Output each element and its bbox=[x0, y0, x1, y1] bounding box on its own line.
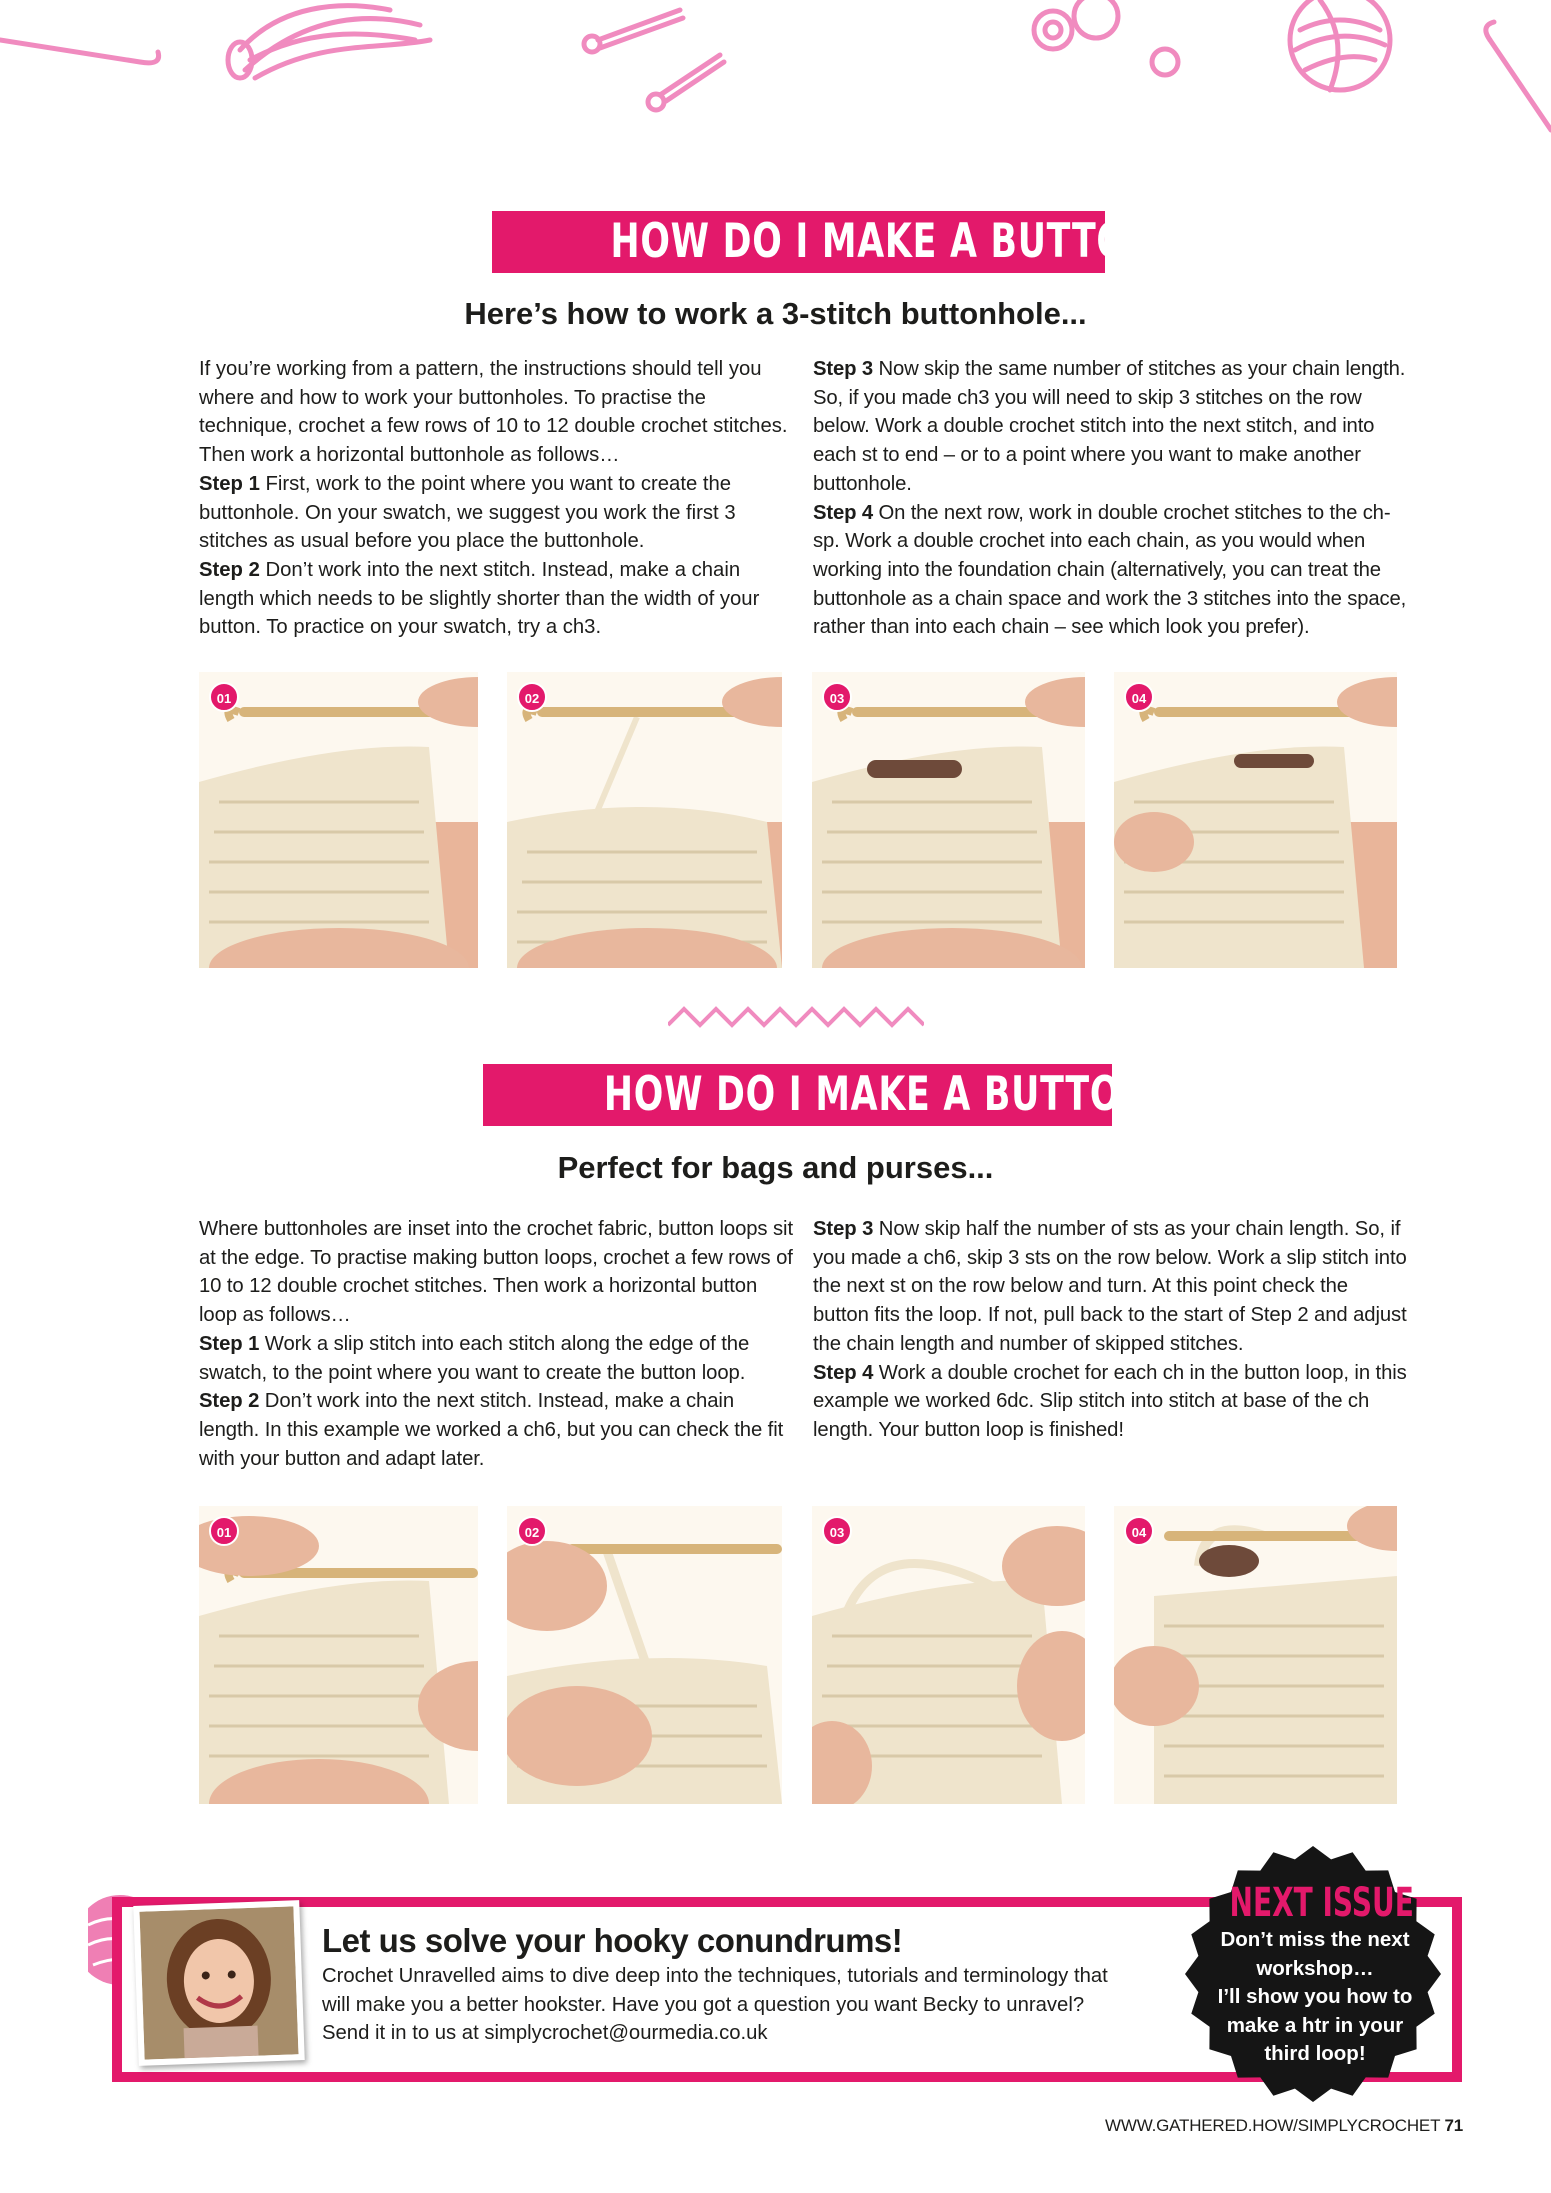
photo-number-badge: 02 bbox=[517, 1516, 547, 1546]
button-loop-step-photo-2 bbox=[507, 1506, 782, 1804]
zigzag-divider bbox=[668, 1003, 924, 1031]
step-3: Step 3 Now skip half the number of sts as your chain length. So, if you made a ch6, skip 3 sts on the row below. Work a slip stitch into the next st on the row below and turn. At this point check the button fits the loop. If not, pull back to the start of Step 2 and adjust the chain length and number of skipped stitches. bbox=[813, 1218, 1407, 1355]
buttonhole-step-photo-1 bbox=[199, 672, 478, 968]
safety-pin-icon bbox=[584, 10, 724, 110]
author-photo bbox=[133, 1900, 304, 2066]
button-loop-step-photo-1 bbox=[199, 1506, 478, 1804]
next-issue-heading: NEXT ISSUE bbox=[1229, 1880, 1414, 1926]
step-3: Step 3 Now skip the same number of stitches as your chain length. So, if you made ch3 you will need to skip 3 stitches on the row below. Work a double crochet stitch into the next stitch, and into each st to end – or to a point where you want to make another buttonhole. bbox=[813, 358, 1406, 495]
button-loop-instructions-left bbox=[199, 1215, 797, 1473]
crochet-hook-icon-right bbox=[1486, 22, 1551, 130]
page-footer bbox=[1105, 2116, 1463, 2136]
section-title-buttonhole: HOW DO I MAKE A BUTTONHOLE? bbox=[492, 211, 1105, 273]
yarn-skein-icon bbox=[228, 6, 430, 78]
photo-number-badge: 03 bbox=[822, 1516, 852, 1546]
crochet-hook-icon bbox=[0, 40, 159, 63]
section-subtitle-button-loop: Perfect for bags and purses... bbox=[557, 1150, 994, 1185]
photo-number-badge: 04 bbox=[1124, 682, 1154, 712]
page-number: 71 bbox=[1444, 2116, 1463, 2135]
buttonhole-step-photo-2 bbox=[507, 672, 782, 968]
button-loop-step-photo-4 bbox=[1114, 1506, 1397, 1804]
section-subtitle-buttonhole: Here’s how to work a 3-stitch buttonhole... bbox=[464, 296, 1087, 331]
step-2: Step 2 Don’t work into the next stitch. Instead, make a chain length. In this example we worked a ch6, but you can check the fit with your button and adapt later. bbox=[199, 1390, 784, 1470]
yarn-ball-icon bbox=[1290, 0, 1390, 90]
next-issue-text: NEXT ISSUE Don’t miss the next workshop… I’ll show you how to make a htr in your third loop! bbox=[1217, 1880, 1414, 2065]
intro-text: If you’re working from a pattern, the instructions should tell you where and how to work your buttonholes. To practise the technique, crochet a few rows of 10 to 12 double crochet stitches. Then work a horizontal buttonhole as follows… bbox=[199, 358, 788, 467]
intro-text: Where buttonholes are inset into the crochet fabric, button loops sit at the edge. To practise making button loops, crochet a few rows of 10 to 12 double crochet stitches. Then work a horizontal button loop as follows… bbox=[199, 1218, 793, 1327]
photo-number-badge: 02 bbox=[517, 682, 547, 712]
photo-number-badge: 01 bbox=[209, 682, 239, 712]
section-title-button-loop: HOW DO I MAKE A BUTTON LOOP? bbox=[483, 1064, 1112, 1126]
photo-number-badge: 01 bbox=[209, 1516, 239, 1546]
step-4: Step 4 Work a double crochet for each ch in the button loop, in this example we worked 6dc. Slip stitch into stitch at base of the ch length. Your button loop is finished! bbox=[813, 1361, 1407, 1441]
step-1: Step 1 Work a slip stitch into each stitch along the edge of the swatch, to the point where you want to create the button loop. bbox=[199, 1332, 750, 1384]
craft-doodles-header bbox=[0, 0, 1551, 150]
buttonhole-step-photo-4 bbox=[1114, 672, 1397, 968]
buttonhole-step-photo-3 bbox=[812, 672, 1085, 968]
promo-text: Crochet Unravelled aims to dive deep into the techniques, tutorials and terminology that will make you a better hookster. Have you got a question you want Becky to unravel? Send it in to us at simplycrochet@ourmedia.co.uk bbox=[322, 1965, 1108, 2045]
promo-title: Let us solve your hooky conundrums! bbox=[322, 1922, 903, 1959]
step-4: Step 4 On the next row, work in double crochet stitches to the ch-sp. Work a double crochet into each chain, as you would when working into the foundation chain (alternatively, you can treat the buttonhole as a chain space and work the 3 stitches into the space, rather than into each chain – see which look you prefer). bbox=[813, 501, 1407, 639]
buttonhole-instructions-left bbox=[199, 355, 799, 642]
footer-url: WWW.GATHERED.HOW/SIMPLYCROCHET bbox=[1105, 2116, 1440, 2135]
button-loop-instructions-right bbox=[813, 1215, 1408, 1445]
step-2: Step 2 Don’t work into the next stitch. Instead, make a chain length which needs to be slightly shorter than the width of your button. To practice on your swatch, try a ch3. bbox=[199, 558, 760, 639]
photo-number-badge: 03 bbox=[822, 682, 852, 712]
button-loop-step-photo-3 bbox=[812, 1506, 1085, 1804]
buttonhole-instructions-right bbox=[813, 355, 1408, 642]
photo-number-badge: 04 bbox=[1124, 1516, 1154, 1546]
buttons-icon bbox=[1034, 0, 1178, 75]
step-1: Step 1 First, work to the point where you want to create the buttonhole. On your swatch, we suggest you work the first 3 stitches as usual before you place the buttonhole. bbox=[199, 472, 736, 553]
